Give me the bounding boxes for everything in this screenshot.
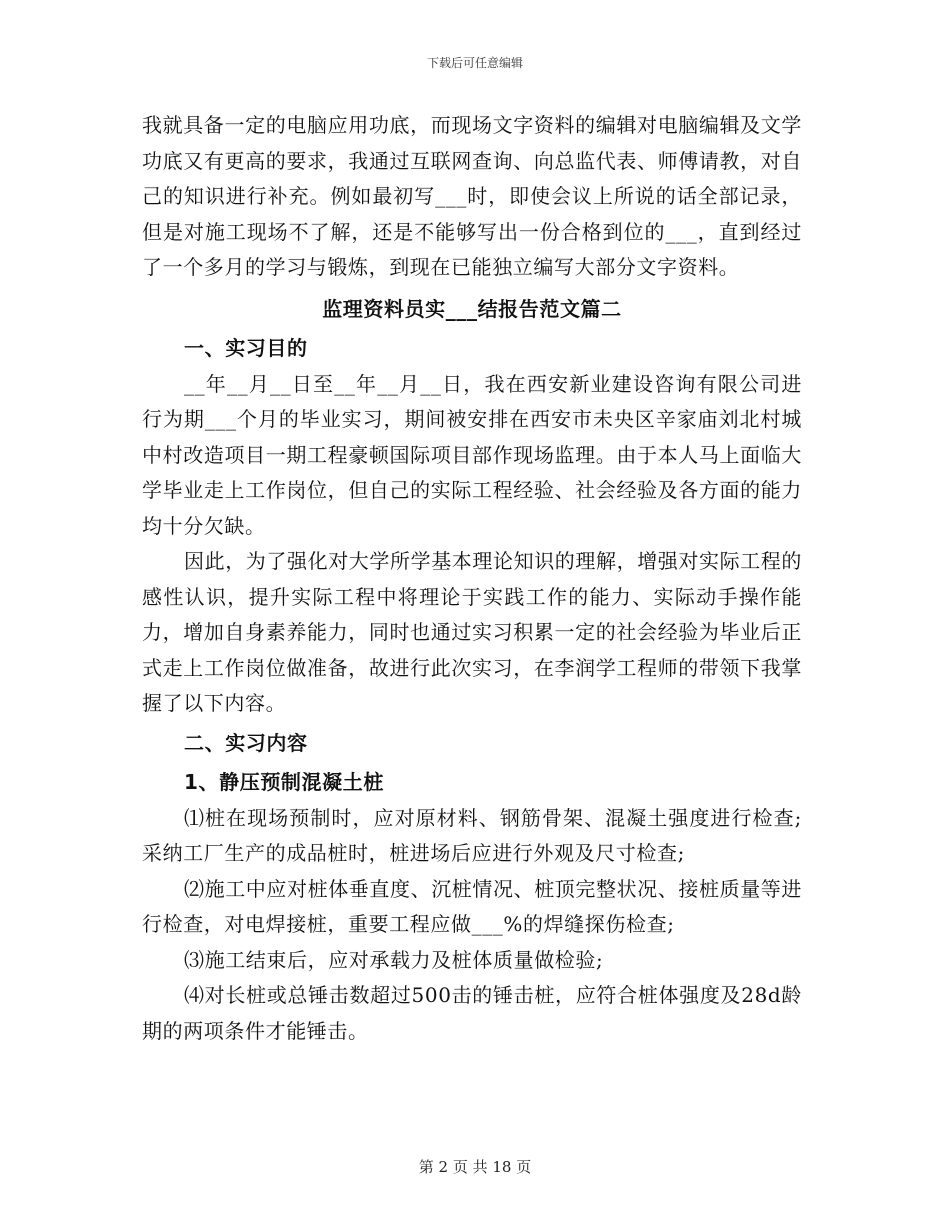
page-footer: 第 2 页 共 18 页 <box>418 1158 532 1176</box>
document-body <box>142 108 802 1049</box>
paragraph-continued: 我就具备一定的电脑应用功底，而现场文字资料的编辑对电脑编辑及文学功底又有更高的要求，我通过互联网查询、向总监代表、师傅请教，对自己的知识进行补充。例如最初写___时，即使会议上所说的话全部记录，但是对施工现场不了解，还是不能够写出一份合格到位的___，直到经过了一个多月的学习与锻炼，到现在已能独立编写大部分文字资料。 <box>142 113 802 279</box>
section-title: 监理资料员实___结报告范文篇二 <box>322 296 622 321</box>
heading-internship-purpose: 一、实习目的 <box>184 336 308 360</box>
list-item-2: ⑵施工中应对桩体垂直度、沉桩情况、桩顶完整状况、接桩质量等进行检查，对电焊接桩，重要工程应做___%的焊缝探伤检查; <box>142 876 802 936</box>
page-header: 下载后可任意编辑 <box>426 56 523 70</box>
list-item-1: ⑴桩在现场预制时，应对原材料、钢筋骨架、混凝土强度进行检查;采纳工厂生产的成品桩时，桩进场后应进行外观及尺寸检查; <box>142 805 802 865</box>
list-item-4: ⑷对长桩或总锤击数超过500击的锤击桩，应符合桩体强度及28d龄期的两项条件才能锤击。 <box>142 983 802 1043</box>
heading-static-pressure-pile: 1、静压预制混凝土桩 <box>184 770 384 794</box>
paragraph-internship-period: __年__月__日至__年__月__日，我在西安新业建设咨询有限公司进行为期___个月的毕业实习，期间被安排在西安市未央区辛家庙刘北村城中村改造项目一期工程豪顿国际项目部作现场监理。由于本人马上面临大学毕业走上工作岗位，但自己的实际工程经验、社会经验及各方面的能力均十分欠缺。 <box>142 371 802 538</box>
heading-internship-content: 二、实习内容 <box>184 730 308 755</box>
list-item-3: ⑶施工结束后，应对承载力及桩体质量做检验; <box>184 947 604 972</box>
paragraph-internship-reason: 因此，为了强化对大学所学基本理论知识的理解，增强对实际工程的感性认识，提升实际工程中将理论于实践工作的能力、实际动手操作能力，增加自身素养能力，同时也通过实习积累一定的社会经验为毕业后正式走上工作岗位做准备，故进行此次实习，在李润学工程师的带领下我掌握了以下内容。 <box>142 549 802 715</box>
